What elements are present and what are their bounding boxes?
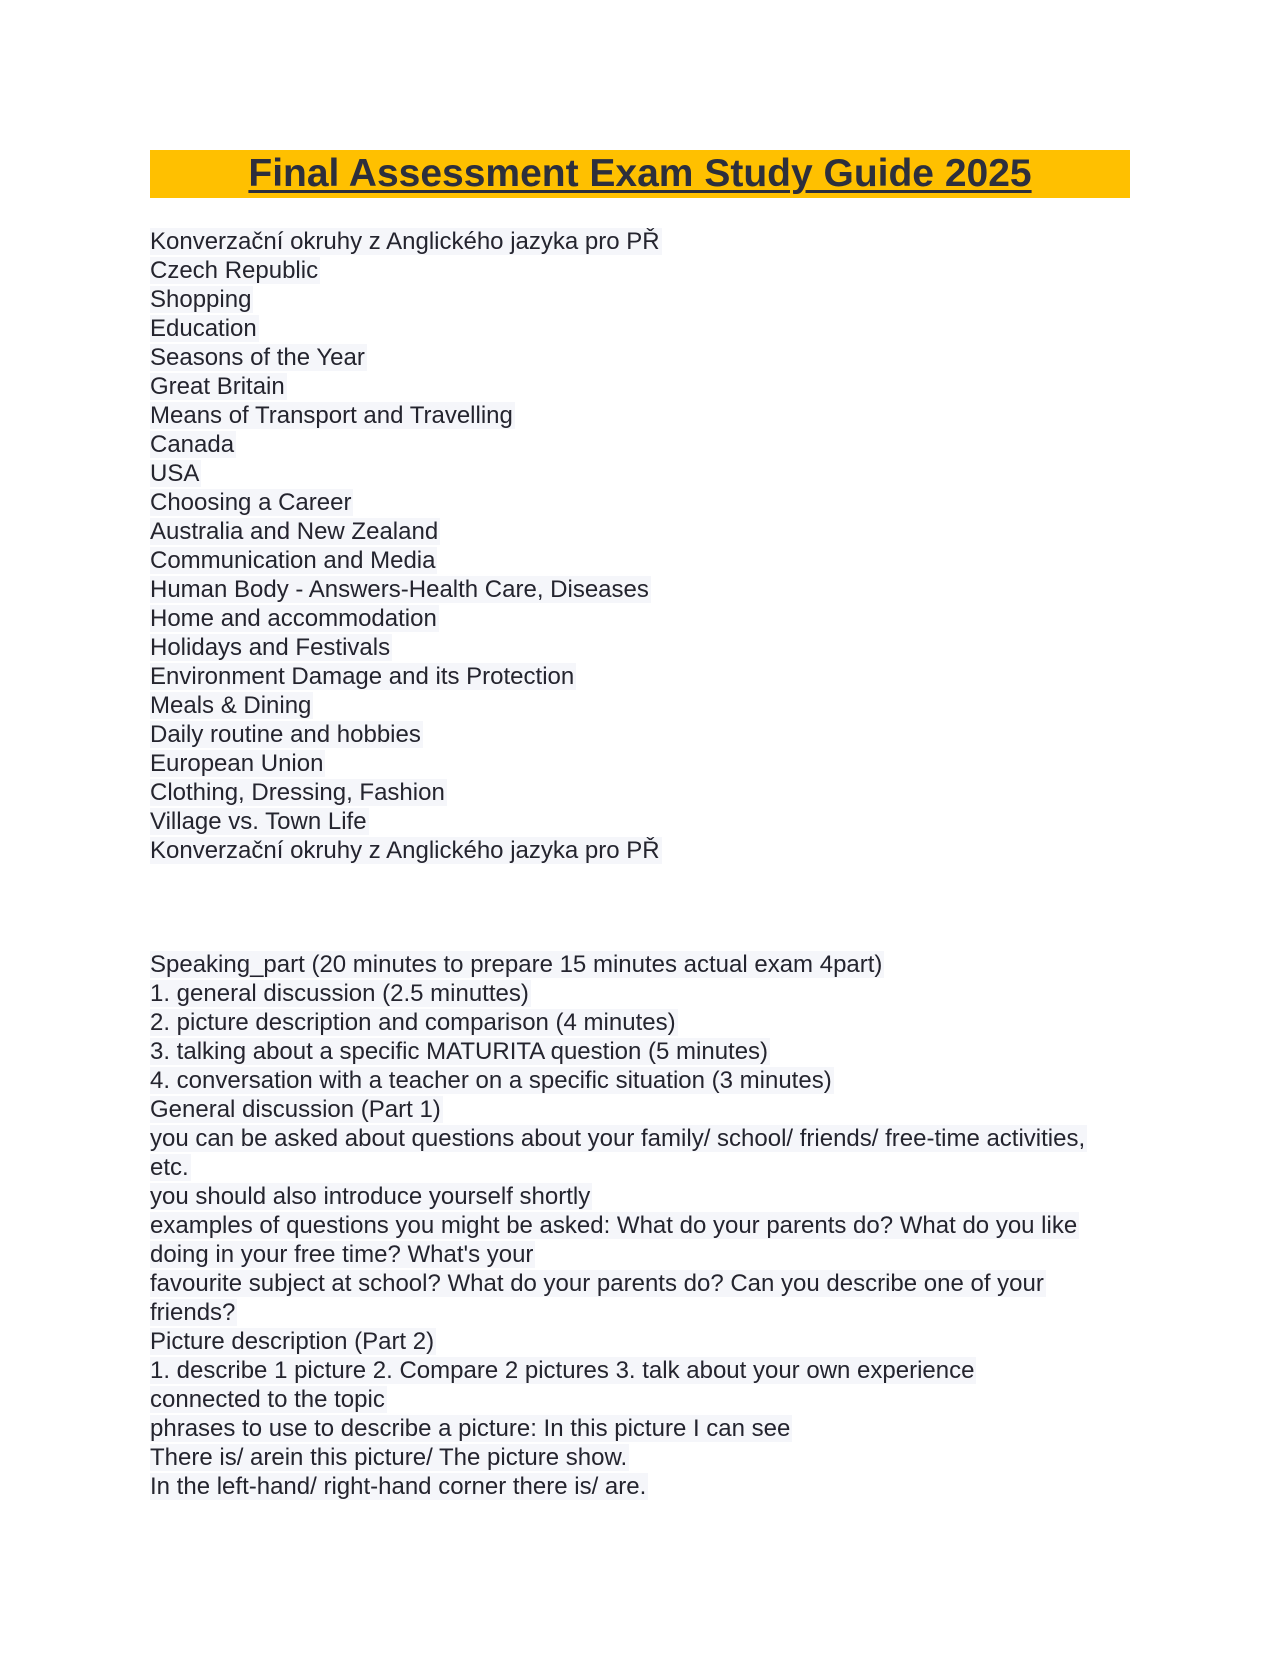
speaking-line-text: Picture description (Part 2) [150,1328,435,1355]
speaking-line [150,979,1135,1008]
topic-line-text: Meals & Dining [150,692,312,719]
topic-line-text: Czech Republic [150,257,319,284]
document-title: Final Assessment Exam Study Guide 2025 [248,152,1032,195]
speaking-line-text: There is/ arein this picture/ The picture show. [150,1444,628,1471]
topic-line-text: Great Britain [150,373,285,400]
title-banner [150,150,1130,198]
topic-line-text: Konverzační okruhy z Anglického jazyka pro PŘ [150,228,660,255]
topic-line-text: European Union [150,750,324,777]
topic-line [150,459,1135,488]
topic-line [150,662,1135,691]
speaking-line [150,1298,1135,1327]
speaking-line [150,1124,1135,1153]
speaking-line-text: phrases to use to describe a picture: In this picture I can see [150,1415,791,1442]
speaking-line-text: etc. [150,1154,189,1181]
speaking-line-text: friends? [150,1299,236,1326]
topic-line-text: Choosing a Career [150,489,352,516]
topic-line [150,314,1135,343]
topic-line [150,749,1135,778]
speaking-line [150,1211,1135,1240]
speaking-line [150,1269,1135,1298]
topic-line [150,807,1135,836]
topic-line [150,343,1135,372]
speaking-line [150,1153,1135,1182]
speaking-line [150,1356,1135,1385]
topic-line [150,575,1135,604]
topic-line [150,546,1135,575]
topic-line [150,633,1135,662]
topic-line [150,430,1135,459]
topic-line [150,604,1135,633]
topic-line [150,285,1135,314]
topic-line-text: Australia and New Zealand [150,518,439,545]
topic-line-text: Home and accommodation [150,605,437,632]
topic-line-text: Means of Transport and Travelling [150,402,513,429]
topic-line [150,372,1135,401]
speaking-line-text: General discussion (Part 1) [150,1096,441,1123]
speaking-line [150,1037,1135,1066]
speaking-line-text: doing in your free time? What's your [150,1241,534,1268]
speaking-line-text: 4. conversation with a teacher on a specific situation (3 minutes) [150,1067,832,1094]
topic-line-text: USA [150,460,200,487]
topic-line-text: Environment Damage and its Protection [150,663,575,690]
speaking-line-text: 3. talking about a specific MATURITA question (5 minutes) [150,1038,769,1065]
topics-list [150,227,1135,865]
speaking-line [150,1414,1135,1443]
topic-line [150,401,1135,430]
speaking-line [150,1066,1135,1095]
topic-line-text: Seasons of the Year [150,344,365,371]
speaking-line [150,1327,1135,1356]
speaking-line-text: Speaking_part (20 minutes to prepare 15 minutes actual exam 4part) [150,951,883,978]
speaking-line [150,1443,1135,1472]
speaking-line [150,1385,1135,1414]
speaking-line-text: you can be asked about questions about your family/ school/ friends/ free-time activities, [150,1125,1086,1152]
topic-line [150,836,1135,865]
speaking-line-text: examples of questions you might be asked: What do your parents do? What do you like [150,1212,1078,1239]
topic-line [150,488,1135,517]
topic-line-text: Holidays and Festivals [150,634,391,661]
speaking-line [150,1182,1135,1211]
speaking-line [150,1008,1135,1037]
topic-line [150,778,1135,807]
topic-line [150,517,1135,546]
topic-line [150,691,1135,720]
topic-line-text: Village vs. Town Life [150,808,367,835]
topic-line-text: Clothing, Dressing, Fashion [150,779,445,806]
topic-line-text: Education [150,315,257,342]
speaking-line [150,1240,1135,1269]
speaking-line-text: 1. describe 1 picture 2. Compare 2 pictures 3. talk about your own experience [150,1357,975,1384]
speaking-line-text: In the left-hand/ right-hand corner there is/ are. [150,1473,647,1500]
topic-line-text: Daily routine and hobbies [150,721,421,748]
speaking-line-text: favourite subject at school? What do your parents do? Can you describe one of your [150,1270,1044,1297]
speaking-section [150,950,1135,1501]
speaking-line [150,1472,1135,1501]
speaking-line-text: you should also introduce yourself shortly [150,1183,591,1210]
speaking-line-text: 1. general discussion (2.5 minuttes) [150,980,529,1007]
topic-line [150,720,1135,749]
speaking-line [150,950,1135,979]
topic-line-text: Konverzační okruhy z Anglického jazyka pro PŘ [150,837,660,864]
speaking-line-text: 2. picture description and comparison (4 minutes) [150,1009,676,1036]
topic-line-text: Canada [150,431,235,458]
topic-line-text: Shopping [150,286,252,313]
topic-line-text: Human Body - Answers-Health Care, Diseases [150,576,649,603]
topic-line [150,227,1135,256]
topic-line-text: Communication and Media [150,547,436,574]
topic-line [150,256,1135,285]
speaking-line-text: connected to the topic [150,1386,385,1413]
speaking-line [150,1095,1135,1124]
